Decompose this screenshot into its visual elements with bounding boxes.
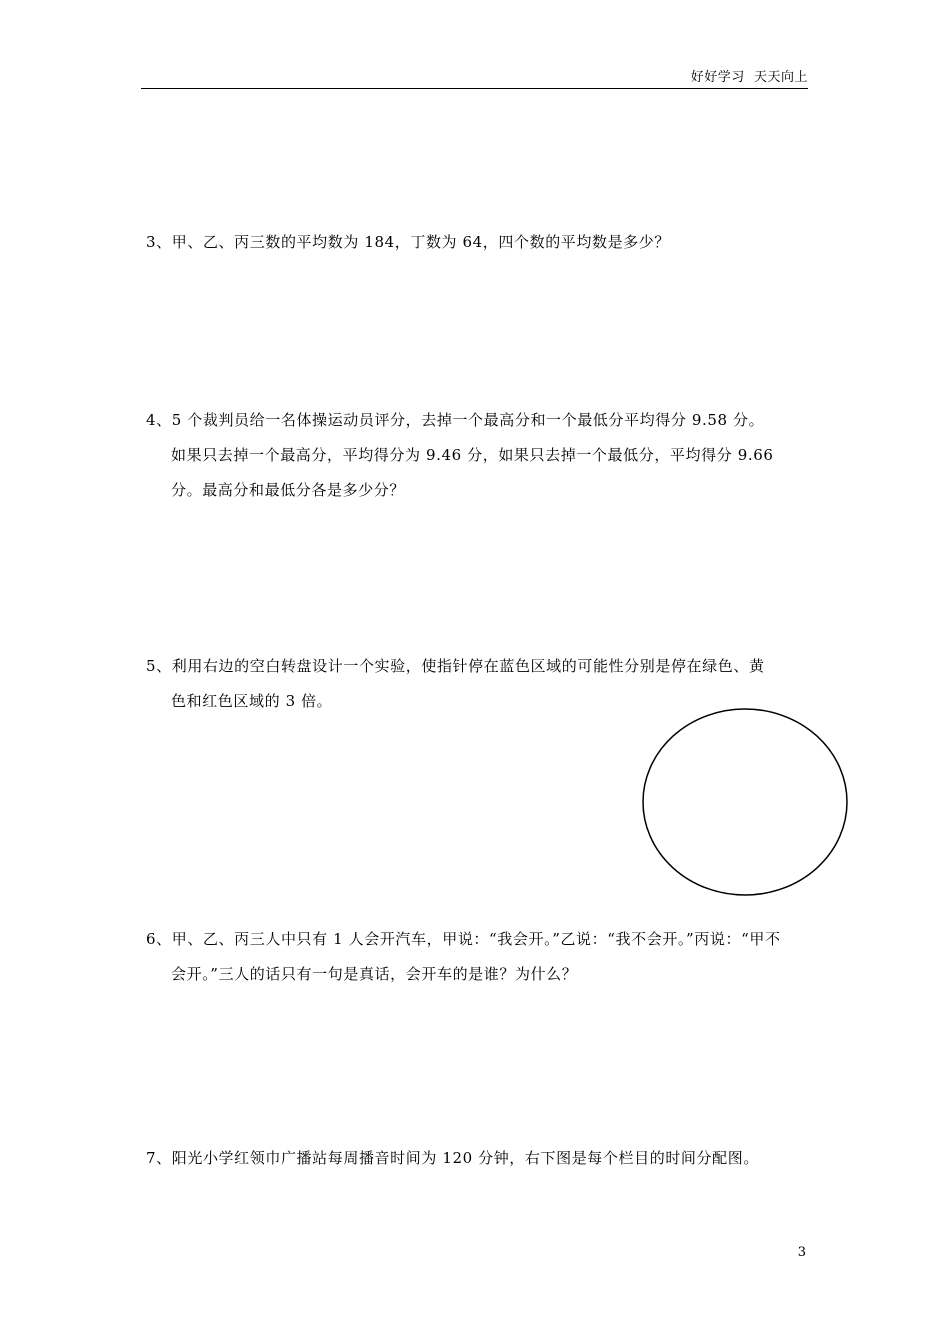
question-3: [146, 225, 812, 260]
question-5-line-1: 5、利用右边的空白转盘设计一个实验，使指针停在蓝色区域的可能性分别是停在绿色、黄: [146, 657, 765, 675]
question-3-line-1: 3、甲、乙、丙三数的平均数为 184，丁数为 64，四个数的平均数是多少？: [146, 233, 670, 251]
question-7-line-1: 7、阳光小学红领巾广播站每周播音时间为 120 分钟，右下图是每个栏目的时间分配图。: [146, 1149, 759, 1167]
question-5-line-2: 色和红色区域的 3 倍。: [171, 692, 333, 710]
question-4-line-3: 分。最高分和最低分各是多少分？: [171, 481, 406, 499]
blank-spinner-circle: [642, 707, 848, 897]
header-motto: 好好学习 天天向上: [690, 70, 808, 85]
question-7: [146, 1141, 812, 1176]
page-number: 3: [797, 1245, 806, 1260]
question-4-line-2: 如果只去掉一个最高分，平均得分为 9.46 分，如果只去掉一个最低分，平均得分 9.66: [171, 446, 774, 464]
question-4: [146, 403, 812, 508]
question-6-line-1: 6、甲、乙、丙三人中只有 1 人会开汽车，甲说：“我会开。”乙说：“我不会开。”丙说：“甲不: [146, 930, 781, 948]
question-4-line-1: 4、5 个裁判员给一名体操运动员评分，去掉一个最高分和一个最低分平均得分 9.58 分。: [146, 411, 765, 429]
header-divider: [141, 88, 808, 89]
question-6: [146, 922, 812, 992]
question-6-line-2: 会开。”三人的话只有一句是真话，会开车的是谁？为什么？: [171, 965, 578, 983]
